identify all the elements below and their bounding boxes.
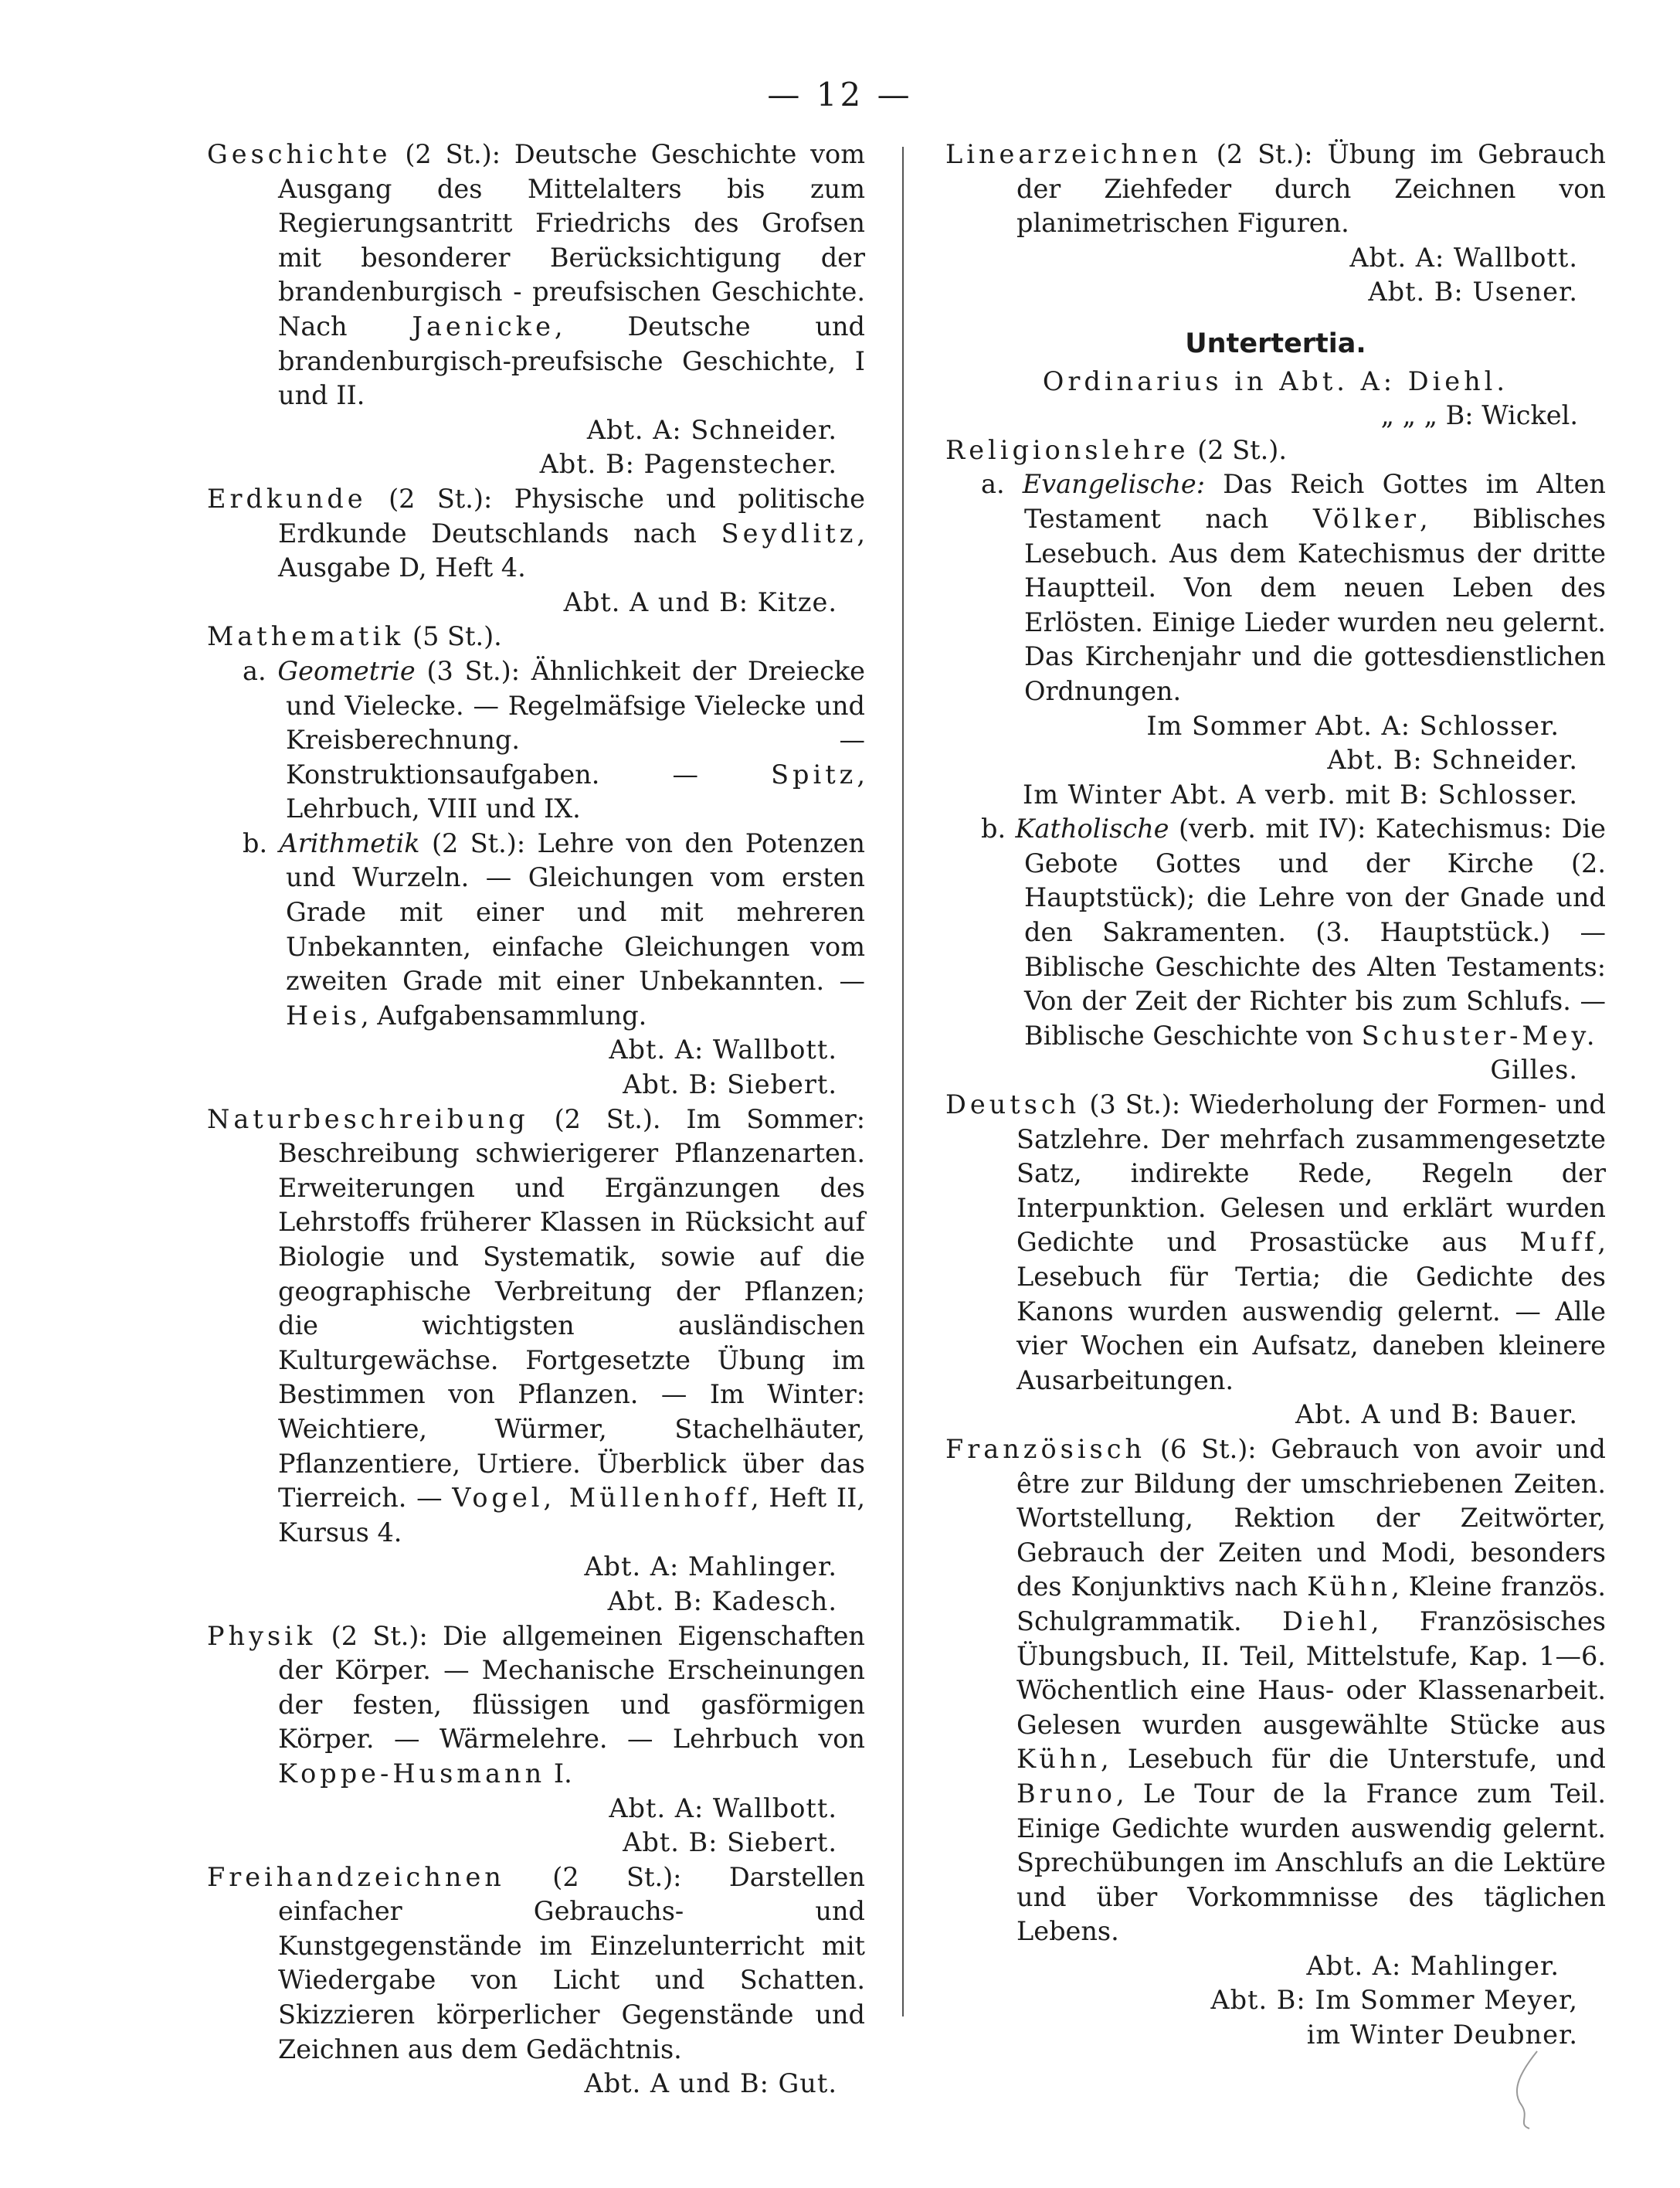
entry-text: (2 St.): Übung im Gebrauch der Ziehfeder durch Zeichnen von planimetrischen Figuren. xyxy=(1016,139,1606,239)
teacher-a: Abt. A: Mahlinger. xyxy=(584,1551,837,1582)
subentry-geometrie xyxy=(207,654,865,827)
sub-title: Katholische xyxy=(1015,814,1169,844)
sub-label: b. xyxy=(243,827,268,858)
sub-label: b. xyxy=(981,814,1006,844)
entry-text: (5 St.). xyxy=(412,621,502,652)
author-name: Schuster-Mey. xyxy=(1361,1020,1599,1051)
entry-text: (2 St.). Im Sommer: Beschreibung schwierigerer Pflanzenarten. Erweiterungen und Ergänzungen des Lehrstoffs früherer Klassen in Rücksicht auf Biologie und Systematik, sowie auf die geographische Verbreitung der Pflanzen; die wichtigsten ausländischen Kulturgewächse. Fortgesetzte Übung im Bestimmen von Pflanzen. — Im Winter: Weichtiere, Würmer, Stachelhäuter, Pflanzentiere, Urtiere. Überblick über das Tierreich. — xyxy=(278,1103,866,1514)
sub-label: a. xyxy=(981,469,1005,500)
entry-mathematik xyxy=(207,620,865,654)
author-name: Bruno xyxy=(1016,1778,1116,1809)
ordinarius-a: Ordinarius in Abt. A: Diehl. xyxy=(1042,365,1509,396)
entry-geschichte xyxy=(207,138,865,413)
sub-title: Evangelische: xyxy=(1022,469,1206,500)
entry-text-2: , Deutsche und brandenburgisch-preufsische Geschichte, I und II. xyxy=(278,311,865,411)
entry-religionslehre xyxy=(945,433,1606,468)
right-column xyxy=(945,138,1606,2053)
subject-freihandzeichnen: Freihandzeichnen xyxy=(207,1861,505,1892)
subject-mathematik: Mathematik xyxy=(207,621,405,652)
teacher-a: Abt. A: Wallbott. xyxy=(609,1792,837,1823)
entry-erdkunde xyxy=(207,482,865,586)
teacher-sommer-b: Abt. B: Schneider. xyxy=(1327,745,1578,776)
sub-title: Geometrie xyxy=(277,655,416,686)
subject-franzoesisch: Französisch xyxy=(945,1433,1146,1464)
teacher: Abt. A und B: Bauer. xyxy=(1295,1399,1578,1430)
teacher: Abt. A und B: Kitze. xyxy=(563,586,837,617)
author-name: Vogel, Müllenhoff xyxy=(452,1483,752,1514)
teacher-b: Abt. B: Kadesch. xyxy=(607,1585,837,1616)
author-name: Muff xyxy=(1519,1227,1598,1258)
teacher-b: Abt. B: Siebert. xyxy=(623,1827,837,1858)
teacher: Abt. A und B: Gut. xyxy=(584,2068,837,2099)
teacher-b: Abt. B: Usener. xyxy=(1368,277,1578,307)
author-name: Kühn xyxy=(1307,1571,1392,1602)
sub-text: (3 St.): Ähnlichkeit der Dreiecke und Vielecke. — Regelmäfsige Vielecke und Kreisberechnung. — Konstruktionsaufgaben. — xyxy=(286,655,865,790)
author-name: Spitz xyxy=(771,759,857,790)
entry-text-2: , Heft II, Kursus 4. xyxy=(278,1483,865,1548)
author-name: Heis xyxy=(286,1000,361,1031)
entry-text: (2 St.): Physische und politische Erdkunde Deutschlands nach xyxy=(278,483,865,549)
entry-text-5: , Le Tour de la France zum Teil. Einige Gedichte wurden auswendig gelernt. Sprechübungen im Anschlufs an die Lektüre und über Vorkommnisse des täglichen Lebens. xyxy=(1016,1778,1606,1947)
entry-text-2: , Kleine französ. Schulgrammatik. xyxy=(1016,1571,1606,1636)
entry-text-2: , Ausgabe D, Heft 4. xyxy=(278,518,866,583)
sub-text-2: , Biblisches Lesebuch. Aus dem Katechismus der dritte Hauptteil. Von dem neuen Leben des Erlösten. Einige Lieder wurden neu gelernt. Das Kirchenjahr und die gottesdienstlichen Ordnungen. xyxy=(1024,503,1606,706)
entry-deutsch xyxy=(945,1088,1606,1398)
entry-text-4: , Lesebuch für die Unterstufe, und xyxy=(1101,1744,1606,1775)
sub-text: Das Reich Gottes im Alten Testament nach xyxy=(1024,469,1606,534)
entry-text-3: , Französisches Übungsbuch, II. Teil, Mittelstufe, Kap. 1—6. Wöchentlich eine Haus- oder Klassenarbeit. Gelesen wurden ausgewählte Stücke aus xyxy=(1016,1605,1606,1740)
teacher-b-2: im Winter Deubner. xyxy=(1306,2020,1578,2050)
subject-religionslehre: Religionslehre xyxy=(945,434,1190,465)
subject-deutsch: Deutsch xyxy=(945,1089,1081,1120)
teacher-a: Abt. A: Schneider. xyxy=(586,414,837,445)
entry-naturbeschreibung xyxy=(207,1102,865,1551)
author-name: Völker xyxy=(1312,503,1420,534)
author-name: Seydlitz xyxy=(721,518,857,549)
entry-physik xyxy=(207,1619,865,1792)
teacher-a: Abt. A: Wallbott. xyxy=(609,1035,837,1065)
left-column xyxy=(207,138,865,2101)
entry-text: (2 St.): Darstellen einfacher Gebrauchs- und Kunstgegenstände im Einzelunterricht mit Wiedergabe von Licht und Schatten. Skizzieren körperlicher Gegenstände und Zeichnen aus dem Gedächtnis. xyxy=(278,1861,865,2064)
teacher-sommer-a: Im Sommer Abt. A: Schlosser. xyxy=(1146,710,1560,741)
subentry-evangelische xyxy=(945,467,1606,708)
pencil-mark-icon xyxy=(1506,2047,1553,2132)
page-number: — 12 — xyxy=(767,76,913,114)
teacher-b-1: Abt. B: Im Sommer Meyer, xyxy=(1210,1985,1578,2016)
sub-text: (verb. mit IV): Katechismus: Die Gebote Gottes und der Kirche (2. Hauptstück); die Lehre von der Gnade und den Sakramenten. (3. Hauptstück.) — Biblische Geschichte des Alten Testaments: Von der Zeit der Richter bis zum Schlufs. — Biblische Geschichte von xyxy=(1024,814,1606,1051)
ordinarius-b: „ „ „ B: Wickel. xyxy=(1380,400,1578,431)
entry-text: (3 St.): Wiederholung der Formen- und Satzlehre. Der mehrfach zusammengesetzte Satz, indirekte Rede, Regeln der Interpunktion. Gelesen und erklärt wurden Gedichte und Prosastücke aus xyxy=(1016,1089,1606,1258)
entry-text: (2 St.). xyxy=(1197,434,1287,465)
entry-franzoesisch xyxy=(945,1432,1606,1949)
subentry-katholische xyxy=(945,812,1606,1053)
sub-title: Arithmetik xyxy=(279,827,420,858)
author-name: Diehl xyxy=(1282,1605,1371,1636)
sub-label: a. xyxy=(243,655,266,686)
teacher-a: Abt. A: Wallbott. xyxy=(1349,242,1578,273)
sub-text-2: , Lehrbuch, VIII und IX. xyxy=(286,759,865,824)
teacher-winter: Im Winter Abt. A verb. mit B: Schlosser. xyxy=(1023,779,1578,810)
entry-text-2: I. xyxy=(553,1758,572,1789)
teacher-b: Abt. B: Pagenstecher. xyxy=(539,449,837,480)
sub-text: (2 St.): Lehre von den Potenzen und Wurzeln. — Gleichungen vom ersten Grade mit einer und mit mehreren Unbekannten, einfache Gleichungen vom zweiten Grade mit einer Unbekannten. — xyxy=(286,827,865,997)
subject-linearzeichnen: Linearzeichnen xyxy=(945,139,1202,169)
entry-linearzeichnen xyxy=(945,138,1606,241)
entry-text: (6 St.): Gebrauch von avoir und être zur Bildung der umschriebenen Zeiten. Wortstellung, Rektion der Zeitwörter, Gebrauch der Zeiten und Modi, besonders des Konjunktivs nach xyxy=(1016,1433,1606,1602)
teacher-b: Abt. B: Siebert. xyxy=(623,1069,837,1100)
column-divider xyxy=(902,147,904,2016)
author-name: Jaenicke xyxy=(412,311,555,341)
entry-text-2: , Lesebuch für Tertia; die Gedichte des Kanons wurden auswendig gelernt. — Alle vier Wochen ein Aufsatz, daneben kleinere Ausarbeitungen. xyxy=(1016,1227,1607,1395)
subentry-arithmetik xyxy=(207,827,865,1034)
subject-physik: Physik xyxy=(207,1620,317,1651)
entry-text: (2 St.): Deutsche Geschichte vom Ausgang des Mittelalters bis zum Regierungsantritt Friedrichs des Grofsen mit besonderer Berücksichtigung der brandenburgisch - preufsischen Geschichte. Nach xyxy=(278,139,865,341)
teacher-a: Abt. A: Mahlinger. xyxy=(1306,1950,1560,1981)
sub-text-2: , Aufgabensammlung. xyxy=(360,1000,647,1031)
entry-freihandzeichnen xyxy=(207,1860,865,2067)
subject-naturbeschreibung: Naturbeschreibung xyxy=(207,1103,529,1134)
author-name: Koppe-Husmann xyxy=(278,1758,546,1789)
entry-text: (2 St.): Die allgemeinen Eigenschaften der Körper. — Mechanische Erscheinungen der festen, flüssigen und gasförmigen Körper. — Wärmelehre. — Lehrbuch von xyxy=(278,1620,865,1755)
subject-erdkunde: Erdkunde xyxy=(207,483,367,514)
teacher: Gilles. xyxy=(1490,1055,1578,1086)
section-title: Untertertia. xyxy=(1185,328,1366,359)
subject-geschichte: Geschichte xyxy=(207,139,392,169)
author-name: Kühn xyxy=(1016,1744,1101,1775)
